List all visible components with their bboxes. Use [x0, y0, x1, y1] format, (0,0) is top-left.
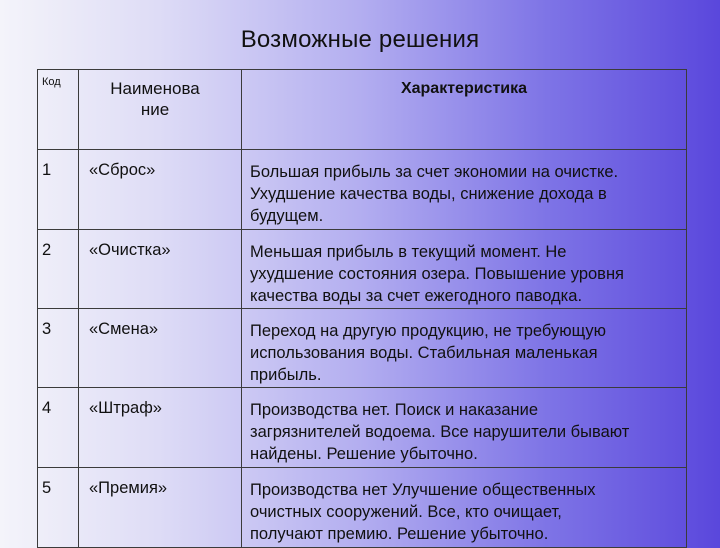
row-name: «Премия» [79, 468, 242, 548]
table-row [38, 468, 687, 548]
row-characteristic [242, 468, 687, 548]
characteristic-line: получают премию. Решение убыточно. [250, 525, 549, 543]
characteristic-line: ухудшение состояния озера. Повышение уровня [250, 265, 624, 283]
solutions-table [37, 69, 687, 548]
characteristic-line: качества воды за счет ежегодного паводка. [250, 287, 583, 305]
row-name: «Сброс» [79, 150, 242, 230]
characteristic-line: Переход на другую продукцию, не требующую [250, 322, 607, 340]
table-row [38, 150, 687, 230]
characteristic-line: Большая прибыль за счет экономии на очистке. [250, 163, 619, 181]
row-name: «Штраф» [79, 388, 242, 468]
characteristic-line: использования воды. Стабильная маленькая [250, 344, 598, 362]
row-characteristic [242, 150, 687, 230]
row-characteristic [242, 230, 687, 309]
row-code: 5 [38, 468, 79, 548]
characteristic-line: Ухудшение качества воды, снижение дохода в [250, 185, 607, 203]
characteristic-line: будущем. [250, 207, 324, 225]
row-code: 4 [38, 388, 79, 468]
header-name-line: ние [140, 100, 170, 119]
table-header-row [38, 70, 687, 150]
characteristic-line: загрязнителей водоема. Все нарушители бывают [250, 423, 630, 441]
row-name: «Смена» [79, 309, 242, 388]
characteristic-line: Производства нет. Поиск и наказание [250, 401, 539, 419]
header-name-line: Наименова [110, 79, 200, 98]
characteristic-line: очистных сооружений. Все, кто очищает, [250, 503, 562, 521]
characteristic-line: прибыль. [250, 366, 322, 384]
header-characteristic: Характеристика [242, 70, 687, 150]
table-row [38, 230, 687, 309]
row-code: 1 [38, 150, 79, 230]
slide-title: Возможные решения [240, 26, 480, 53]
characteristic-line: найдены. Решение убыточно. [250, 445, 478, 463]
header-name [79, 70, 242, 150]
row-name: «Очистка» [79, 230, 242, 309]
header-code: Код [38, 70, 79, 150]
row-code: 2 [38, 230, 79, 309]
table-row [38, 309, 687, 388]
row-characteristic [242, 309, 687, 388]
row-code: 3 [38, 309, 79, 388]
row-characteristic [242, 388, 687, 468]
table-row [38, 388, 687, 468]
characteristic-line: Производства нет Улучшение общественных [250, 481, 596, 499]
characteristic-line: Меньшая прибыль в текущий момент. Не [250, 243, 567, 261]
